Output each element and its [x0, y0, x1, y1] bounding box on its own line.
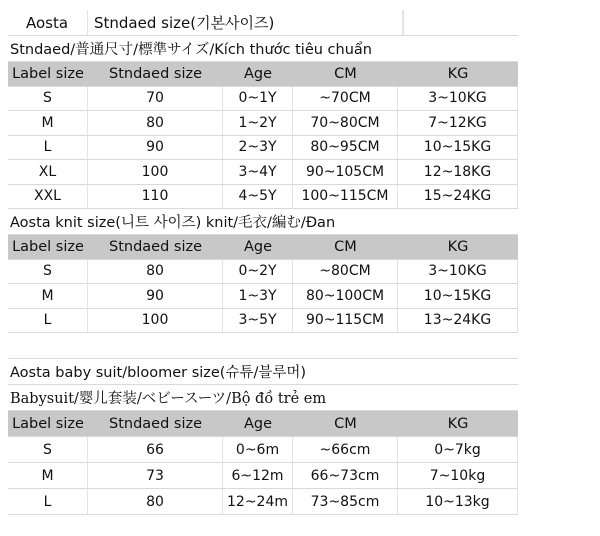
cm-cell: 66~73cm	[293, 463, 398, 488]
table-row	[8, 309, 518, 334]
kg-cell: 12~18KG	[398, 160, 518, 184]
standard-size-cell: 100	[88, 160, 223, 184]
kg-cell: 10~15KG	[398, 136, 518, 160]
cm-cell: 90~105CM	[293, 160, 398, 184]
standard-size-cell: 73	[88, 463, 223, 488]
col-label-size: Label size	[12, 238, 84, 255]
table-row	[8, 87, 518, 112]
cm-cell: 90~115CM	[293, 309, 398, 333]
label-size-cell: XL	[8, 160, 88, 184]
label-size-cell: L	[8, 136, 88, 160]
kg-cell: 10~15KG	[398, 284, 518, 308]
baby-title: Aosta baby suit/bloomer size(슈튜/블루머)	[10, 365, 307, 381]
col-age: Age	[243, 238, 273, 255]
brand-title-row	[8, 10, 518, 36]
age-cell: 4~5Y	[223, 185, 293, 209]
standard-size-cell: 80	[88, 260, 223, 284]
label-size-cell: S	[8, 260, 88, 284]
table-row	[8, 160, 518, 185]
standard-subtitle: Stndaed/普通尺寸/標準サイズ/Kích thước tiêu chuẩn	[10, 42, 372, 58]
kg-cell: 7~12KG	[398, 111, 518, 135]
col-age: Age	[243, 415, 273, 432]
size-chart-sheet	[8, 10, 518, 515]
standard-header-row	[8, 62, 518, 87]
col-kg: KG	[447, 238, 469, 255]
cm-cell: 80~100CM	[293, 284, 398, 308]
standard-size-cell: 70	[88, 87, 223, 111]
standard-size-cell: 110	[88, 185, 223, 209]
label-size-cell: L	[8, 489, 88, 514]
table-row	[8, 185, 518, 210]
knit-header-row	[8, 235, 518, 260]
cm-cell: 70~80CM	[293, 111, 398, 135]
col-age: Age	[243, 65, 273, 82]
table-row	[8, 260, 518, 285]
label-size-cell: M	[8, 463, 88, 488]
col-cm: CM	[334, 415, 357, 432]
kg-cell: 3~10KG	[398, 87, 518, 111]
label-size-cell: M	[8, 111, 88, 135]
col-label-size: Label size	[12, 415, 84, 432]
kg-cell: 10~13kg	[398, 489, 518, 514]
col-standard-size: Stndaed size	[108, 65, 203, 82]
col-cm: CM	[334, 238, 357, 255]
label-size-cell: L	[8, 309, 88, 333]
standard-size-cell: 80	[88, 111, 223, 135]
kg-cell: 15~24KG	[398, 185, 518, 209]
kg-cell: 13~24KG	[398, 309, 518, 333]
standard-size-title: Stndaed size(기본사이즈)	[88, 10, 403, 35]
col-kg: KG	[447, 415, 469, 432]
label-size-cell: XXL	[8, 185, 88, 209]
baby-subtitle: Babysuit/婴儿套装/ベビースーツ/Bộ đồ trẻ em	[10, 391, 327, 407]
standard-size-cell: 100	[88, 309, 223, 333]
col-label-size: Label size	[12, 65, 84, 82]
brand-name: Aosta	[8, 10, 88, 35]
col-standard-size: Stndaed size	[108, 238, 203, 255]
baby-header-row	[8, 411, 518, 437]
age-cell: 0~1Y	[223, 87, 293, 111]
standard-size-cell: 90	[88, 284, 223, 308]
table-row	[8, 111, 518, 136]
table-row	[8, 463, 518, 489]
standard-size-cell: 90	[88, 136, 223, 160]
age-cell: 3~4Y	[223, 160, 293, 184]
cm-cell: 100~115CM	[293, 185, 398, 209]
standard-subtitle-row	[8, 36, 518, 62]
baby-subtitle-row	[8, 385, 518, 411]
standard-size-cell: 66	[88, 437, 223, 462]
label-size-cell: S	[8, 87, 88, 111]
col-kg: KG	[447, 65, 469, 82]
knit-subtitle: Aosta knit size(니트 사이즈) knit/毛衣/編む/Đan	[10, 215, 336, 231]
knit-subtitle-row	[8, 209, 518, 235]
table-row	[8, 136, 518, 161]
table-row	[8, 284, 518, 309]
kg-cell: 0~7kg	[398, 437, 518, 462]
table-row	[8, 437, 518, 463]
age-cell: 0~2Y	[223, 260, 293, 284]
age-cell: 6~12m	[223, 463, 293, 488]
age-cell: 12~24m	[223, 489, 293, 514]
age-cell: 2~3Y	[223, 136, 293, 160]
kg-cell: 3~10KG	[398, 260, 518, 284]
baby-title-row	[8, 359, 518, 385]
col-cm: CM	[334, 65, 357, 82]
cm-cell: 73~85cm	[293, 489, 398, 514]
table-row	[8, 489, 518, 515]
age-cell: 3~5Y	[223, 309, 293, 333]
age-cell: 1~3Y	[223, 284, 293, 308]
standard-size-cell: 80	[88, 489, 223, 514]
cm-cell: 80~95CM	[293, 136, 398, 160]
empty-row	[8, 333, 518, 359]
label-size-cell: M	[8, 284, 88, 308]
label-size-cell: S	[8, 437, 88, 462]
age-cell: 1~2Y	[223, 111, 293, 135]
kg-cell: 7~10kg	[398, 463, 518, 488]
cm-cell: ~66cm	[293, 437, 398, 462]
cm-cell: ~80CM	[293, 260, 398, 284]
col-standard-size: Stndaed size	[108, 415, 203, 432]
cm-cell: ~70CM	[293, 87, 398, 111]
age-cell: 0~6m	[223, 437, 293, 462]
